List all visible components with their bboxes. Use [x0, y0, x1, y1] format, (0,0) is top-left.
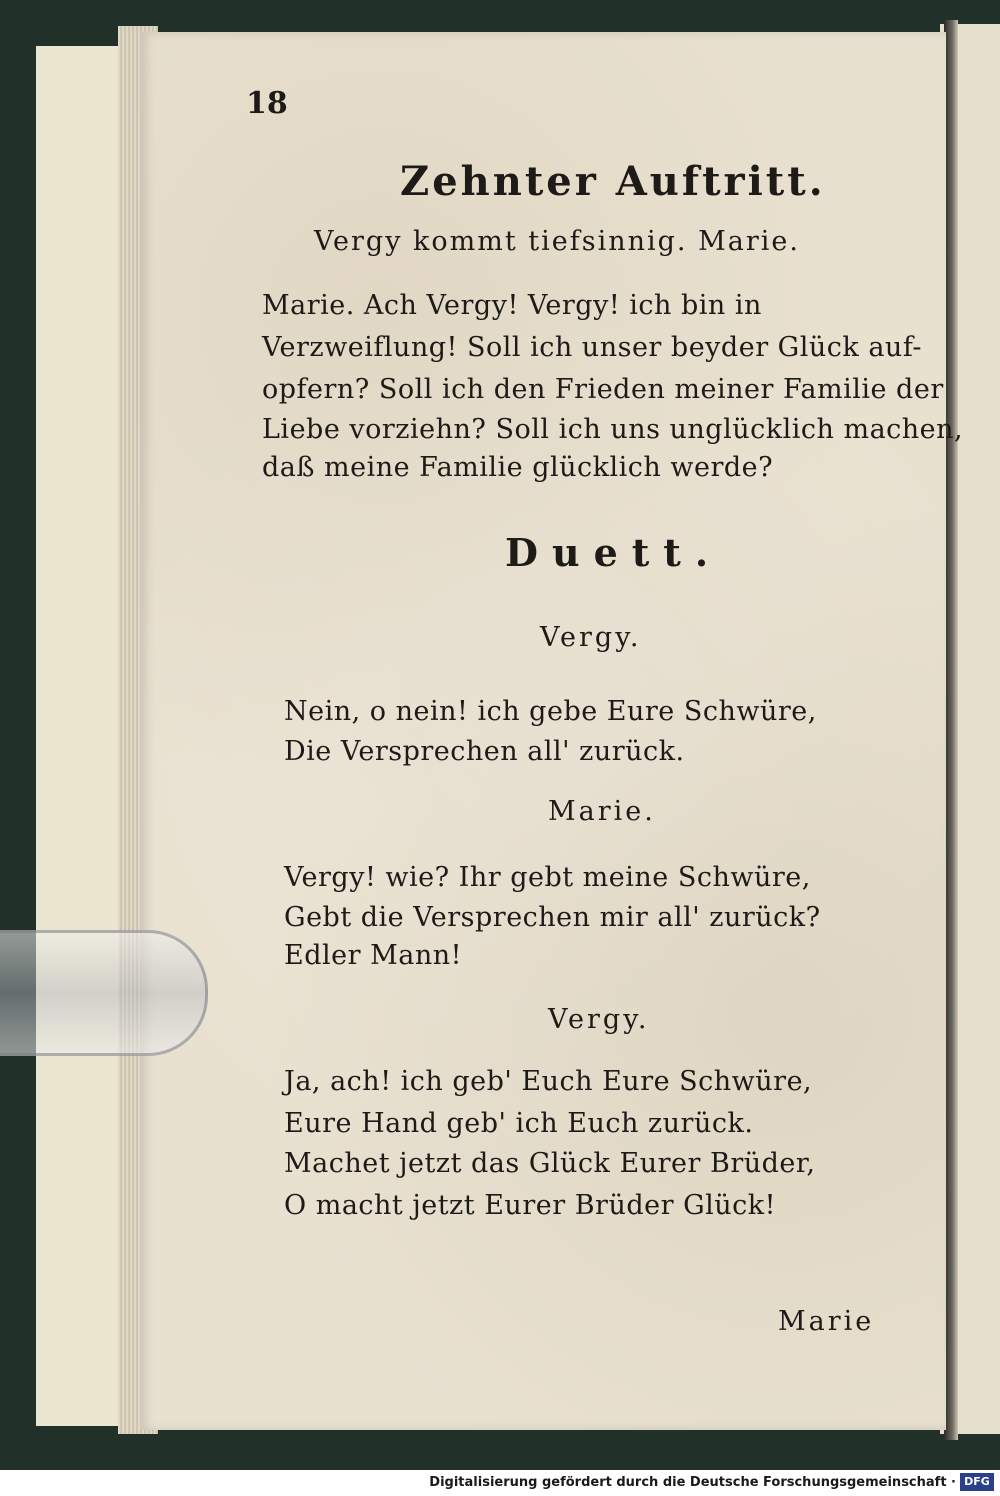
verse-line: Gebt die Versprechen mir all' zurück? [284, 902, 821, 933]
verse-line: Eure Hand geb' ich Euch zurück. [284, 1108, 754, 1139]
paragraph-line: daß meine Familie glücklich werde? [262, 452, 774, 483]
gutter-shadow [944, 20, 958, 1440]
verse-line: Die Versprechen all' zurück. [284, 736, 685, 767]
verse-line: O macht jetzt Eurer Brüder Glück! [284, 1190, 777, 1221]
funding-notice: Digitalisierung gefördert durch die Deutsche Forschungsgemeinschaft · [429, 1475, 956, 1490]
footer-bar [0, 1470, 1000, 1496]
duett-title: Duett. [505, 530, 723, 575]
dfg-logo-icon: DFG [960, 1473, 994, 1491]
verse-line: Machet jetzt das Glück Eurer Brüder, [284, 1148, 816, 1179]
paragraph-line: Marie. Ach Vergy! Vergy! ich bin in [262, 290, 762, 321]
page-number: 18 [246, 86, 288, 121]
speaker-name: Vergy. [540, 622, 642, 653]
scene-heading: Zehnter Auftritt. [400, 158, 826, 205]
catchword: Marie [778, 1306, 875, 1337]
stage-direction: Vergy kommt tiefsinnig. Marie. [314, 226, 800, 257]
verse-line: Vergy! wie? Ihr gebt meine Schwüre, [284, 862, 811, 893]
paragraph-line: Verzweiflung! Soll ich unser beyder Glück auf- [262, 332, 922, 363]
verse-line: Nein, o nein! ich gebe Eure Schwüre, [284, 696, 817, 727]
paragraph-line: Liebe vorziehn? Soll ich uns unglücklich machen, [262, 414, 964, 445]
speaker-name: Marie. [548, 796, 656, 827]
speaker-name: Vergy. [548, 1004, 650, 1035]
verse-line: Ja, ach! ich geb' Euch Eure Schwüre, [284, 1066, 813, 1097]
page-clip [0, 930, 208, 1056]
paragraph-line: opfern? Soll ich den Frieden meiner Familie der [262, 374, 944, 405]
verse-line: Edler Mann! [284, 940, 462, 971]
